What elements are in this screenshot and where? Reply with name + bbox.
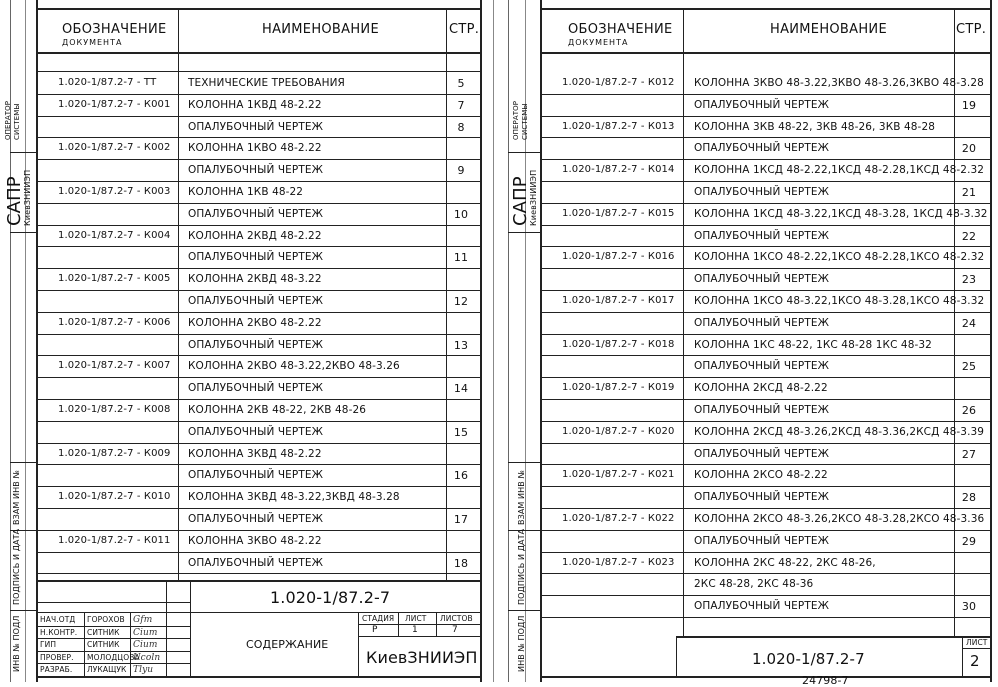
row-code: 1.020-1/87.2-7 - К019 <box>562 382 675 394</box>
row-name: КОЛОННА 2КВД 48-3.22 <box>188 273 322 286</box>
row-page: 27 <box>961 447 977 461</box>
stamp2-doc-code: 1.020-1/87.2-7 <box>752 650 865 668</box>
row-name: ОПАЛУБОЧНЫЙ ЧЕРТЕЖ <box>188 425 323 438</box>
row-name: КОЛОННА 3КВО 48-3.22,3КВО 48-3.26,3КВО 48-3.28 <box>694 77 984 89</box>
side-inv: ИНВ № ПОДЛ <box>12 615 21 672</box>
row-line <box>540 137 992 138</box>
row-name: КОЛОННА 3КВО 48-2.22 <box>188 534 322 547</box>
row-line <box>540 508 992 509</box>
person-role: Н.КОНТР. <box>40 627 78 637</box>
stamp-col <box>398 612 399 636</box>
row-name: КОЛОННА 2КВО 48-3.22,2КВО 48-3.26 <box>188 360 400 373</box>
row-name: ОПАЛУБОЧНЫЙ ЧЕРТЕЖ <box>188 382 323 395</box>
side-strip-line <box>25 0 26 682</box>
row-code: 1.020-1/87.2-7 - К010 <box>58 491 171 503</box>
frame-bottom <box>36 676 482 678</box>
row-name: ОПАЛУБОЧНЫЙ ЧЕРТЕЖ <box>188 164 323 177</box>
stamp2-col <box>676 636 677 676</box>
row-code: 1.020-1/87.2-7 - К009 <box>58 447 171 459</box>
side-divider <box>10 232 36 233</box>
row-page: 28 <box>961 491 977 505</box>
row-name: ОПАЛУБОЧНЫЙ ЧЕРТЕЖ <box>188 295 323 307</box>
row-name: КОЛОННА 2КВ 48-22, 2КВ 48-26 <box>188 404 367 416</box>
people-line <box>36 651 190 652</box>
header-doc: ДОКУМЕНТА <box>62 38 123 47</box>
row-code: 1.020-1/87.2-7 - К016 <box>562 251 675 263</box>
header-name: НАИМЕНОВАНИЕ <box>770 22 887 37</box>
row-line <box>540 573 992 574</box>
frame-bottom <box>540 676 992 678</box>
row-code: 1.020-1/87.2-7 - К004 <box>58 229 171 241</box>
row-name: ОПАЛУБОЧНЫЙ ЧЕРТЕЖ <box>188 469 323 482</box>
row-line <box>540 530 992 531</box>
row-line <box>540 290 992 291</box>
side-system: СИСТЕМЫ <box>521 103 529 140</box>
header-name: НАИМЕНОВАНИЕ <box>262 22 379 37</box>
stamp-sheets: 7 <box>452 625 458 635</box>
row-line <box>540 94 992 95</box>
row-code: 1.020-1/87.2-7 - К018 <box>562 338 675 350</box>
row-name: КОЛОННА 3КВ 48-22, 3КВ 48-26, 3КВ 48-28 <box>694 120 936 133</box>
row-name: ОПАЛУБОЧНЫЙ ЧЕРТЕЖ <box>694 229 829 242</box>
row-page: 30 <box>961 600 977 614</box>
row-name: ОПАЛУБОЧНЫЙ ЧЕРТЕЖ <box>188 513 323 525</box>
row-name: КОЛОННА 2КСО 48-3.26,2КСО 48-3.28,2КСО 48-3.36 <box>694 513 985 525</box>
header-page: СТР. <box>449 22 480 37</box>
row-line <box>540 159 992 160</box>
row-line <box>540 486 992 487</box>
person-signature: Gfm <box>133 615 153 625</box>
stamp-stage: Р <box>372 625 378 635</box>
side-system: СИСТЕМЫ <box>13 103 21 140</box>
stamp-stage-label: СТАДИЯ <box>362 614 395 623</box>
row-name: ОПАЛУБОЧНЫЙ ЧЕРТЕЖ <box>188 338 323 351</box>
row-line <box>540 464 992 465</box>
row-line <box>36 71 482 72</box>
side-divider <box>508 152 540 153</box>
row-page: 8 <box>457 120 465 134</box>
row-name: ТЕХНИЧЕСКИЕ ТРЕБОВАНИЯ <box>188 77 345 89</box>
row-code: 1.020-1/87.2-7 - К007 <box>58 360 171 372</box>
row-page: 23 <box>961 273 977 287</box>
row-name: ОПАЛУБОЧНЫЙ ЧЕРТЕЖ <box>694 142 829 155</box>
stamp-col <box>358 612 359 676</box>
row-line <box>540 595 992 596</box>
stamp-top <box>36 580 482 582</box>
stamp2-sheet-label: ЛИСТ <box>966 638 988 647</box>
person-name: ГОРОХОВ <box>87 615 125 624</box>
row-page: 13 <box>453 338 469 352</box>
row-code: 1.020-1/87.2-7 - К014 <box>562 164 675 176</box>
row-line <box>540 116 992 117</box>
header-oboz: ОБОЗНАЧЕНИЕ <box>568 22 673 37</box>
person-signature: Ucoln <box>133 652 161 663</box>
person-signature: Cium <box>133 627 158 638</box>
row-page: 22 <box>961 229 977 243</box>
row-name: КОЛОННА 2КСО 48-2.22 <box>694 469 828 482</box>
header-line <box>36 52 482 54</box>
row-code: 1.020-1/87.2-7 - К020 <box>562 425 675 437</box>
person-name: МОЛОДЦОВА <box>87 652 140 662</box>
row-line <box>540 552 992 553</box>
row-line <box>540 268 992 269</box>
frame-top <box>36 8 482 10</box>
row-name: КОЛОННА 3КВД 48-2.22 <box>188 447 322 460</box>
row-code: 1.020-1/87.2-7 - К023 <box>562 556 675 568</box>
row-page: 29 <box>961 534 977 548</box>
stamp-col <box>190 580 191 676</box>
people-col <box>130 612 131 676</box>
side-divider <box>10 462 36 463</box>
row-line <box>36 486 482 487</box>
row-name: КОЛОННА 3КВД 48-3.22,3КВД 48-3.28 <box>188 491 400 504</box>
row-page: 21 <box>961 186 977 199</box>
person-name: СИТНИК <box>87 640 120 650</box>
row-code: 1.020-1/87.2-7 - ТТ <box>58 77 157 88</box>
row-page: 18 <box>453 556 469 570</box>
side-sapr: САПР <box>510 176 531 226</box>
row-line <box>36 573 482 574</box>
row-line <box>36 334 482 335</box>
side-divider <box>508 232 540 233</box>
stamp-col <box>436 612 437 636</box>
row-code: 1.020-1/87.2-7 - К017 <box>562 295 675 306</box>
person-name: СИТНИК <box>87 627 120 637</box>
row-name: ОПАЛУБОЧНЫЙ ЧЕРТЕЖ <box>694 186 829 198</box>
stamp2-sheet: 2 <box>970 652 980 670</box>
row-line <box>36 464 482 465</box>
header-oboz: ОБОЗНАЧЕНИЕ <box>62 22 167 37</box>
row-line <box>36 377 482 378</box>
row-line <box>540 399 992 400</box>
row-line <box>36 355 482 356</box>
header-line <box>540 52 992 54</box>
row-page: 24 <box>961 316 977 330</box>
side-operator: ОПЕРАТОР <box>512 100 520 140</box>
person-role: ГИП <box>40 640 57 650</box>
side-divider <box>508 610 540 611</box>
row-line <box>36 116 482 117</box>
row-name: КОЛОННА 2КВД 48-2.22 <box>188 229 322 242</box>
row-line <box>540 246 992 247</box>
person-role: РАЗРАБ. <box>40 665 73 675</box>
stamp-line <box>358 636 482 637</box>
row-name: КОЛОННА 1КВО 48-2.22 <box>188 142 322 155</box>
people-line <box>36 626 190 627</box>
row-page: 19 <box>961 98 977 112</box>
people-line <box>36 663 190 664</box>
row-name: ОПАЛУБОЧНЫЙ ЧЕРТЕЖ <box>694 404 829 416</box>
frame-top <box>540 8 992 10</box>
row-line <box>540 312 992 313</box>
col-line <box>954 8 955 636</box>
people-col <box>166 580 167 676</box>
row-name: ОПАЛУБОЧНЫЙ ЧЕРТЕЖ <box>188 207 323 220</box>
header-doc: ДОКУМЕНТА <box>568 38 629 47</box>
stamp-sheet: 1 <box>412 625 418 635</box>
row-name: КОЛОННА 1КВ 48-22 <box>188 186 304 198</box>
row-line <box>36 94 482 95</box>
row-line <box>36 181 482 182</box>
row-line <box>36 312 482 313</box>
side-podp: ПОДПИСЬ И ДАТА <box>12 528 21 605</box>
row-page: 5 <box>457 77 465 90</box>
person-role: НАЧ.ОТД <box>40 615 76 624</box>
side-sapr: САПР <box>4 176 25 226</box>
stamp2-line <box>962 648 992 649</box>
row-line <box>540 203 992 204</box>
row-line <box>36 137 482 138</box>
row-line <box>36 203 482 204</box>
row-name: ОПАЛУБОЧНЫЙ ЧЕРТЕЖ <box>694 98 829 111</box>
row-name: КОЛОННА 1КСО 48-2.22,1КСО 48-2.28,1КСО 48-2.32 <box>694 251 985 264</box>
people-line <box>36 612 190 613</box>
stamp2-footer: 24798-7 <box>802 674 849 687</box>
row-code: 1.020-1/87.2-7 - К012 <box>562 77 675 88</box>
row-name: КОЛОННА 2КВО 48-2.22 <box>188 316 322 329</box>
row-line <box>36 508 482 509</box>
row-name: КОЛОННА 2КСД 48-3.26,2КСД 48-3.36,2КСД 48-3.39 <box>694 425 985 438</box>
row-page: 20 <box>961 142 977 156</box>
row-name: 2КС 48-28, 2КС 48-36 <box>694 578 814 591</box>
row-name: КОЛОННА 2КС 48-22, 2КС 48-26, <box>694 556 876 569</box>
side-kiev: КиевЗНИИЭП <box>529 169 538 226</box>
row-name: ОПАЛУБОЧНЫЙ ЧЕРТЕЖ <box>188 556 323 569</box>
row-line <box>540 421 992 422</box>
row-line <box>36 246 482 247</box>
people-line <box>36 638 190 639</box>
col-line <box>683 8 684 636</box>
stamp-doc-code: 1.020-1/87.2-7 <box>270 588 391 607</box>
row-name: ОПАЛУБОЧНЫЙ ЧЕРТЕЖ <box>188 251 323 264</box>
row-code: 1.020-1/87.2-7 - К005 <box>58 273 171 285</box>
row-line <box>540 334 992 335</box>
row-line <box>36 530 482 531</box>
row-page: 17 <box>453 513 469 526</box>
row-page: 9 <box>457 164 465 178</box>
people-line <box>36 602 190 603</box>
stamp-org: КиевЗНИИЭП <box>366 648 478 667</box>
row-page: 26 <box>961 404 977 417</box>
row-line <box>540 225 992 226</box>
stamp-line <box>190 612 482 613</box>
side-kiev: КиевЗНИИЭП <box>23 169 32 226</box>
row-code: 1.020-1/87.2-7 - К011 <box>58 534 171 546</box>
row-line <box>540 181 992 182</box>
row-name: КОЛОННА 1КСД 48-3.22,1КСД 48-3.28, 1КСД 48-3.32 <box>694 207 988 220</box>
side-vzam: ВЗАМ ИНВ № <box>517 470 526 525</box>
side-divider <box>508 462 540 463</box>
row-page: 12 <box>453 295 469 308</box>
frame-left <box>540 0 542 682</box>
person-signature: Tlyu <box>133 665 154 676</box>
row-page: 16 <box>453 469 469 483</box>
row-line <box>36 225 482 226</box>
row-code: 1.020-1/87.2-7 - К001 <box>58 98 171 110</box>
row-name: ОПАЛУБОЧНЫЙ ЧЕРТЕЖ <box>694 360 829 373</box>
row-line <box>540 617 992 618</box>
side-operator: ОПЕРАТОР <box>4 100 12 140</box>
row-code: 1.020-1/87.2-7 - К013 <box>562 120 675 132</box>
person-signature: Cium <box>133 640 158 651</box>
row-name: ОПАЛУБОЧНЫЙ ЧЕРТЕЖ <box>188 120 323 133</box>
row-name: ОПАЛУБОЧНЫЙ ЧЕРТЕЖ <box>694 491 829 504</box>
row-code: 1.020-1/87.2-7 - К003 <box>58 186 171 197</box>
row-code: 1.020-1/87.2-7 - К002 <box>58 142 171 154</box>
people-col <box>84 612 85 676</box>
row-code: 1.020-1/87.2-7 - К022 <box>562 513 675 524</box>
frame-right <box>990 0 992 682</box>
row-page: 7 <box>457 98 465 112</box>
row-name: ОПАЛУБОЧНЫЙ ЧЕРТЕЖ <box>694 534 829 547</box>
person-role: ПРОВЕР. <box>40 652 74 662</box>
side-divider <box>10 610 36 611</box>
center-edge <box>493 0 494 682</box>
row-name: КОЛОННА 2КСД 48-2.22 <box>694 382 828 395</box>
row-name: ОПАЛУБОЧНЫЙ ЧЕРТЕЖ <box>694 273 829 286</box>
row-code: 1.020-1/87.2-7 - К015 <box>562 207 675 219</box>
row-name: ОПАЛУБОЧНЫЙ ЧЕРТЕЖ <box>694 316 829 329</box>
side-podp: ПОДПИСЬ И ДАТА <box>517 528 526 605</box>
stamp-title: СОДЕРЖАНИЕ <box>246 638 329 651</box>
row-line <box>36 552 482 553</box>
row-name: КОЛОННА 1КС 48-22, 1КС 48-28 1КС 48-32 <box>694 338 932 351</box>
row-line <box>36 159 482 160</box>
stamp2-top <box>676 636 992 638</box>
row-line <box>36 268 482 269</box>
row-name: ОПАЛУБОЧНЫЙ ЧЕРТЕЖ <box>694 600 829 613</box>
row-code: 1.020-1/87.2-7 - К008 <box>58 404 171 415</box>
row-line <box>540 355 992 356</box>
side-inv: ИНВ № ПОДЛ <box>517 615 526 672</box>
stamp-sheets-label: ЛИСТОВ <box>440 614 473 623</box>
header-page: СТР. <box>956 22 987 37</box>
side-vzam: ВЗАМ ИНВ № <box>12 470 21 525</box>
row-name: КОЛОННА 1КСО 48-3.22,1КСО 48-3.28,1КСО 48-3.32 <box>694 295 985 307</box>
row-name: КОЛОННА 1КВД 48-2.22 <box>188 98 322 111</box>
row-page: 14 <box>453 382 469 396</box>
row-name: ОПАЛУБОЧНЫЙ ЧЕРТЕЖ <box>694 447 829 460</box>
row-line <box>36 443 482 444</box>
row-page: 10 <box>453 207 469 221</box>
row-line <box>540 377 992 378</box>
stamp2-col <box>962 636 963 676</box>
row-line <box>36 290 482 291</box>
page-edge <box>508 0 509 682</box>
row-name: КОЛОННА 1КСД 48-2.22,1КСД 48-2.28,1КСД 48-2.32 <box>694 164 985 177</box>
row-code: 1.020-1/87.2-7 - К006 <box>58 316 171 328</box>
row-page: 15 <box>453 425 469 439</box>
row-line <box>36 399 482 400</box>
row-line <box>540 443 992 444</box>
person-name: ЛУКАЩУК <box>87 665 127 675</box>
row-line <box>36 421 482 422</box>
stamp-sheet-label: ЛИСТ <box>405 614 427 623</box>
row-page: 11 <box>453 251 469 265</box>
row-code: 1.020-1/87.2-7 - К021 <box>562 469 675 481</box>
side-divider <box>10 152 36 153</box>
row-page: 25 <box>961 360 977 374</box>
